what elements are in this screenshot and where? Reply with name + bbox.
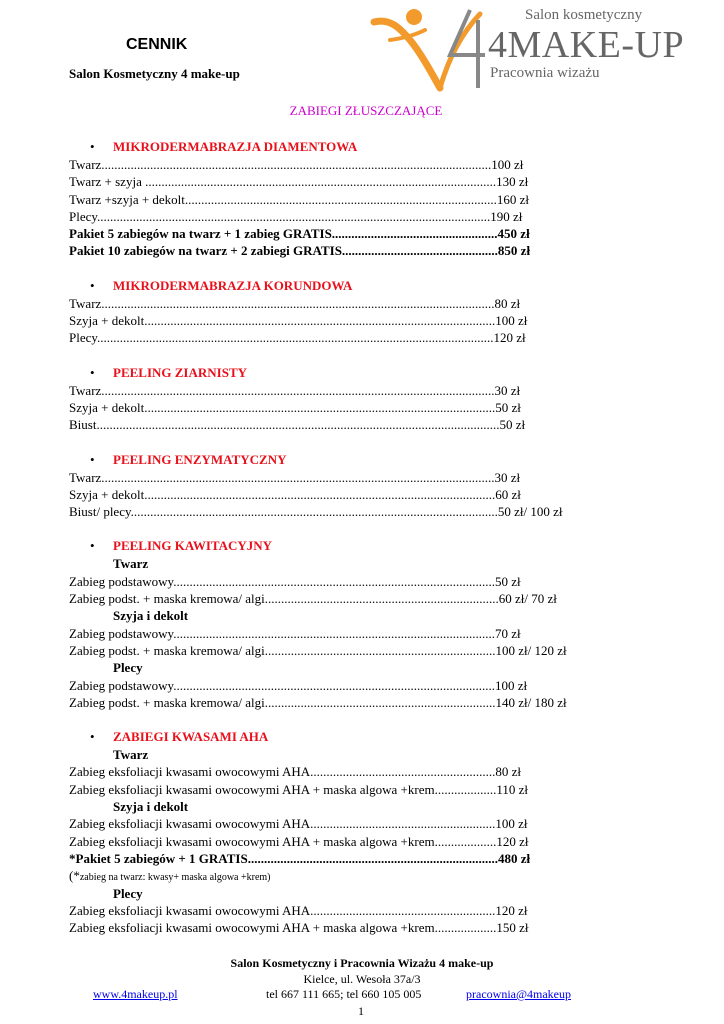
price-row bbox=[69, 590, 669, 607]
price-row bbox=[69, 763, 669, 780]
row-text: Zabieg eksfoliacji kwasami owocowymi AHA.........................................................100 zł bbox=[69, 816, 528, 832]
row-text: Szyja + dekolt............................................................................................................60 zł bbox=[69, 486, 521, 502]
row-text: Twarz.........................................................................................................................80 zł bbox=[69, 295, 521, 311]
bullet-icon: • bbox=[90, 139, 95, 154]
price-row bbox=[69, 573, 669, 590]
price-row bbox=[69, 382, 669, 399]
section-heading bbox=[69, 277, 669, 295]
logo-main-text: 4MAKE-UP bbox=[488, 24, 685, 66]
row-text: Twarz.........................................................................................................................30 zł bbox=[69, 382, 521, 398]
row-text: Twarz.........................................................................................................................30 zł bbox=[69, 469, 521, 485]
row-text: Zabieg eksfoliacji kwasami owocowymi AHA.........................................................80 zł bbox=[69, 764, 522, 780]
salon-subtitle: Salon Kosmetyczny 4 make-up bbox=[69, 66, 240, 81]
section-title: PEELING ZIARNISTY bbox=[113, 364, 248, 380]
price-row bbox=[69, 295, 669, 312]
price-row bbox=[69, 399, 669, 416]
row-text: Zabieg eksfoliacji kwasami owocowymi AHA + maska algowa +krem...................120 zł bbox=[69, 833, 529, 849]
row-text: Plecy.........................................................................................................................190 zł bbox=[69, 208, 523, 224]
footer-website-link[interactable]: www.4makeup.pl bbox=[93, 987, 178, 1001]
price-row bbox=[69, 191, 669, 208]
logo-bottom-text: Pracownia wizażu bbox=[490, 65, 600, 81]
price-row bbox=[69, 642, 669, 659]
row-text: Twarz........................................................................................................................100 zł bbox=[69, 157, 524, 172]
price-row bbox=[69, 416, 669, 433]
price-row bbox=[69, 242, 669, 259]
footnote bbox=[69, 867, 669, 884]
row-text: Twarz bbox=[113, 556, 149, 572]
row-text: Twarz bbox=[113, 747, 149, 763]
price-row bbox=[69, 850, 669, 867]
price-row bbox=[69, 486, 669, 503]
row-text: Biust/ plecy.................................................................................................................50 zł/ 100 zł bbox=[69, 504, 563, 520]
price-row bbox=[69, 625, 669, 642]
page-number: 1 bbox=[358, 1004, 364, 1018]
price-list bbox=[69, 138, 669, 936]
bullet-icon: • bbox=[90, 277, 95, 293]
footer bbox=[0, 955, 724, 987]
row-text: Zabieg podst. + maska kremowa/ algi........................................................................60 zł/ 70 zł bbox=[69, 591, 557, 607]
row-text: Zabieg eksfoliacji kwasami owocowymi AHA + maska algowa +krem...................110 zł bbox=[69, 781, 528, 797]
row-text: Zabieg podstawowy...................................................................................................50 zł bbox=[69, 573, 521, 589]
bullet-icon: • bbox=[90, 538, 95, 554]
logo-top-text: Salon kosmetyczny bbox=[525, 7, 643, 23]
row-text: Pakiet 5 zabiegów na twarz + 1 zabieg GRATIS...................................................450 zł bbox=[69, 226, 530, 242]
price-row bbox=[69, 694, 669, 711]
price-section bbox=[69, 364, 669, 451]
subsection-label bbox=[69, 885, 669, 902]
row-text: Zabieg eksfoliacji kwasami owocowymi AHA + maska algowa +krem...................150 zł bbox=[69, 920, 529, 936]
row-text: Zabieg podst. + maska kremowa/ algi.......................................................................140 zł/ 180 zł bbox=[69, 694, 567, 710]
price-section bbox=[69, 138, 669, 277]
section-title: PEELING ENZYMATYCZNY bbox=[113, 451, 287, 467]
row-text: Szyja i dekolt bbox=[113, 608, 189, 624]
subsection-label bbox=[69, 607, 669, 624]
section-heading bbox=[69, 451, 669, 469]
footer-email-link[interactable]: pracownia@4makeup bbox=[466, 987, 572, 1001]
section-title: MIKRODERMABRAZJA KORUNDOWA bbox=[113, 277, 353, 293]
row-text: Pakiet 10 zabiegów na twarz + 2 zabiegi GRATIS................................................850 zł bbox=[69, 243, 531, 259]
row-text: Zabieg podstawowy...................................................................................................70 zł bbox=[69, 625, 521, 641]
subsection-label bbox=[69, 798, 669, 815]
price-row bbox=[69, 173, 669, 190]
section-title: PEELING KAWITACYJNY bbox=[113, 538, 273, 554]
row-text: Szyja + dekolt............................................................................................................100 zł bbox=[69, 313, 528, 329]
footnote-prefix: (* bbox=[69, 868, 80, 884]
footer-phones: tel 667 111 665; tel 660 105 005 bbox=[266, 987, 422, 1001]
price-row bbox=[69, 503, 669, 520]
row-text: Szyja + dekolt............................................................................................................50 zł bbox=[69, 399, 521, 415]
row-text: Plecy bbox=[113, 885, 143, 901]
price-row bbox=[69, 919, 669, 936]
row-text: Szyja i dekolt bbox=[113, 799, 189, 815]
row-text: Biust............................................................................................................................50 zł bbox=[69, 417, 526, 433]
section-heading bbox=[69, 537, 669, 555]
price-row bbox=[69, 156, 669, 173]
row-text: Zabieg podst. + maska kremowa/ algi.......................................................................100 zł/ 120 zł bbox=[69, 642, 567, 658]
price-row bbox=[69, 677, 669, 694]
row-text: zabieg na twarz: kwasy+ maska algowa +krem) bbox=[79, 872, 271, 884]
price-row bbox=[69, 833, 669, 850]
salon-logo bbox=[370, 0, 694, 95]
price-row bbox=[69, 815, 669, 832]
row-text: Twarz +szyja + dekolt................................................................................................160 zł bbox=[69, 191, 530, 207]
section-heading bbox=[69, 728, 669, 746]
bullet-icon: • bbox=[90, 451, 95, 467]
price-section bbox=[69, 451, 669, 538]
row-text: Plecy..........................................................................................................................120 zł bbox=[69, 330, 526, 346]
main-heading: ZABIEGI ZŁUSZCZAJĄCE bbox=[289, 103, 443, 118]
price-row bbox=[69, 208, 669, 225]
row-text: Plecy bbox=[113, 660, 143, 676]
subsection-label bbox=[69, 555, 669, 572]
price-section bbox=[69, 277, 669, 364]
price-row bbox=[69, 902, 669, 919]
subsection-label bbox=[69, 746, 669, 763]
row-text: Zabieg podstawowy...................................................................................................100 zł bbox=[69, 677, 528, 693]
price-row bbox=[69, 312, 669, 329]
page-title: CENNIK bbox=[126, 36, 188, 53]
section-title: MIKRODERMABRAZJA DIAMENTOWA bbox=[113, 139, 358, 154]
price-row bbox=[69, 329, 669, 346]
subsection-label bbox=[69, 659, 669, 676]
section-title: ZABIEGI KWASAMI AHA bbox=[113, 729, 269, 745]
section-heading bbox=[69, 138, 669, 156]
footer-salon-name: Salon Kosmetyczny i Pracownia Wizażu 4 make-up bbox=[230, 956, 494, 970]
price-row bbox=[69, 469, 669, 486]
bullet-icon: • bbox=[90, 364, 95, 380]
bullet-icon: • bbox=[90, 729, 95, 745]
price-section bbox=[69, 728, 669, 936]
row-text: *Pakiet 5 zabiegów + 1 GRATIS.............................................................................480 zł bbox=[69, 850, 531, 866]
price-row bbox=[69, 225, 669, 242]
footer-address: Kielce, ul. Wesoła 37a/3 bbox=[303, 972, 421, 986]
price-section bbox=[69, 537, 669, 728]
price-row bbox=[69, 781, 669, 798]
section-heading bbox=[69, 364, 669, 382]
row-text: Zabieg eksfoliacji kwasami owocowymi AHA.........................................................120 zł bbox=[69, 902, 528, 918]
row-text: Twarz + szyja ............................................................................................................130 zł bbox=[69, 174, 529, 190]
